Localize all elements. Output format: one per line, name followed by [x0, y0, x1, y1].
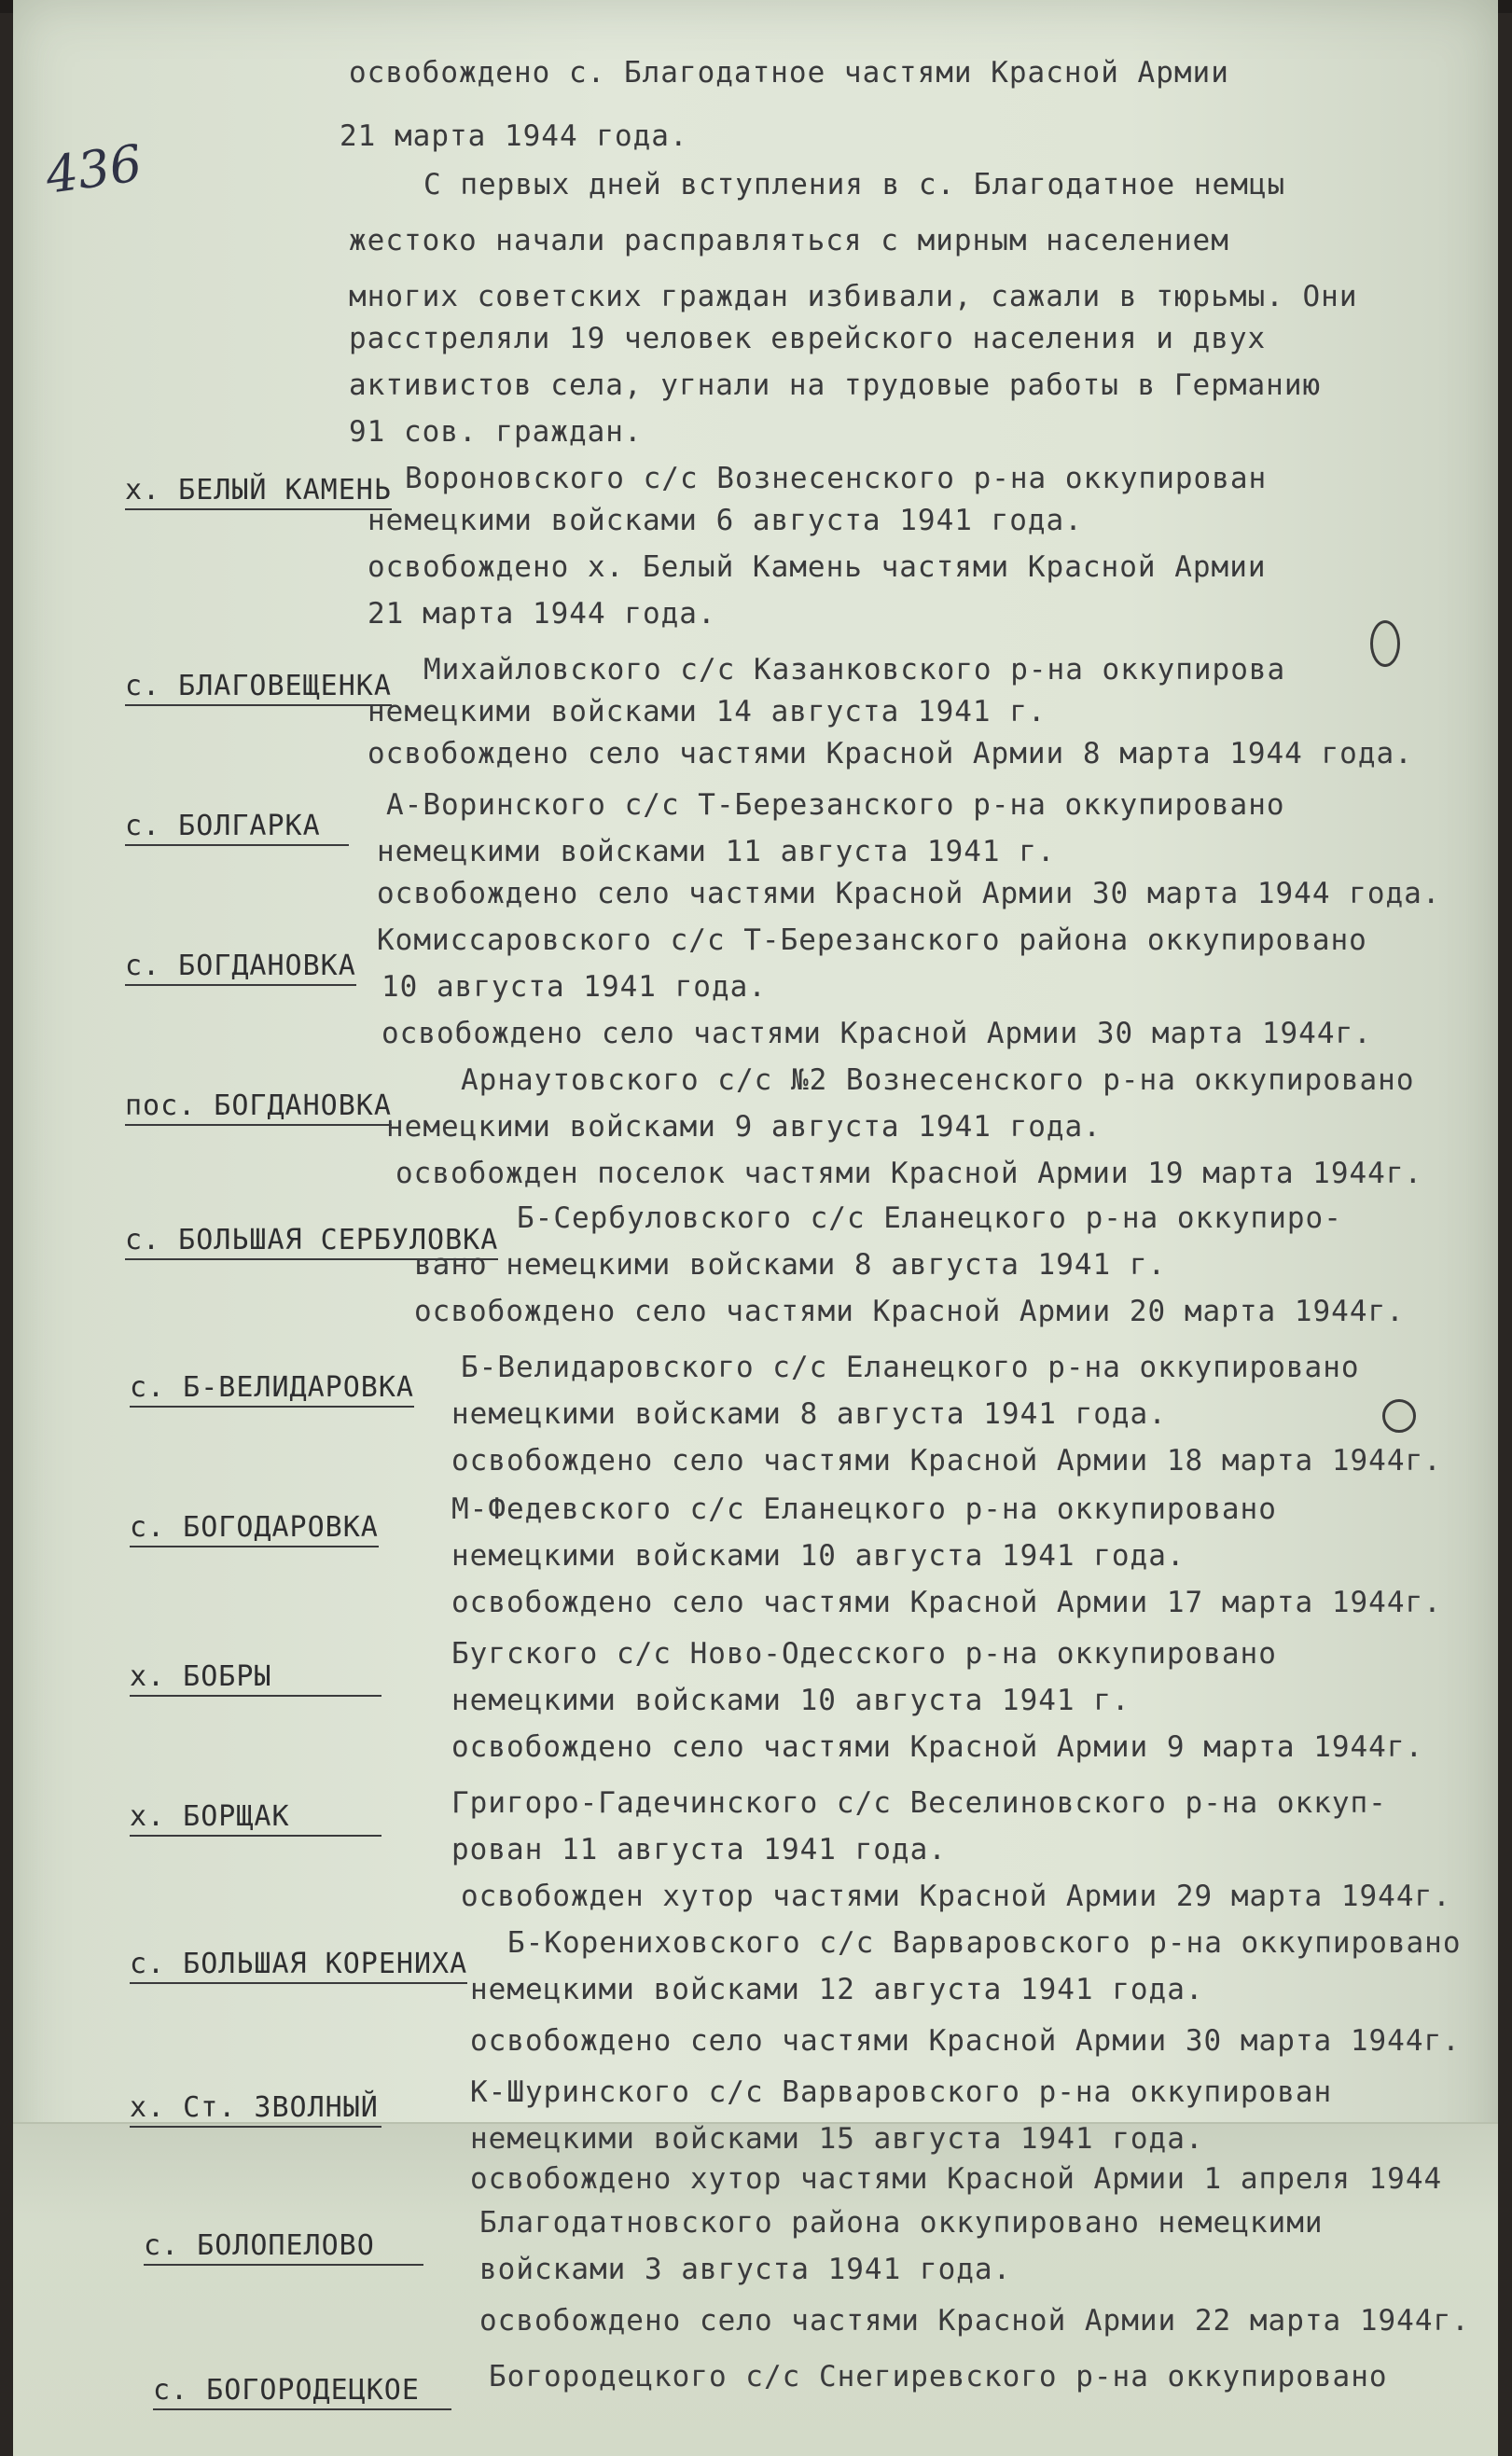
entry-line: освобождено село частями Красной Армии 22 марта 1944г. [479, 2304, 1470, 2338]
intro-line: активистов села, угнали на трудовые работы в Германию [349, 368, 1322, 402]
entry-line: немецкими войсками 12 августа 1941 года. [470, 1973, 1204, 2006]
entry-line: немецкими войсками 10 августа 1941 г. [451, 1684, 1131, 1717]
place-name: пос. БОГДАНОВКА [125, 1089, 392, 1126]
place-name: с. БОГОРОДЕЦКОЕ [153, 2374, 451, 2410]
entry-line: освобождено село частями Красной Армии 30 марта 1944г. [470, 2024, 1461, 2058]
entry-line: Б-Сербуловского с/с Еланецкого р-на оккупиро- [517, 1201, 1342, 1235]
entry-line: освобождено село частями Красной Армии 30 марта 1944 года. [377, 877, 1441, 910]
intro-line: жестоко начали расправляться с мирным населением [349, 224, 1229, 257]
intro-line: С первых дней вступления в с. Благодатное немцы [423, 168, 1286, 201]
ink-blot [1382, 1399, 1416, 1433]
intro-line: 21 марта 1944 года. [340, 119, 688, 153]
place-name: с. БЛАГОВЕЩЕНКА [125, 670, 392, 706]
intro-line: освобождено с. Благодатное частями Красной Армии [349, 56, 1229, 90]
place-name: х. БОБРЫ [130, 1660, 381, 1697]
entry-line: Б-Велидаровского с/с Еланецкого р-на оккупировано [461, 1351, 1360, 1384]
entry-line: освобождено село частями Красной Армии 30 марта 1944г. [381, 1017, 1372, 1050]
entry-line: Вороновского с/с Вознесенского р-на оккупирован [405, 462, 1268, 495]
entry-line: освобождено село частями Красной Армии 18 марта 1944г. [451, 1444, 1442, 1478]
entry-line: вано немецкими войсками 8 августа 1941 г. [414, 1248, 1167, 1282]
ink-blot [1370, 620, 1400, 667]
entry-line: Михайловского с/с Казанковского р-на оккупирова [423, 653, 1286, 687]
entry-line: немецкими войсками 6 августа 1941 года. [368, 504, 1083, 537]
entry-line: освобождено хутор частями Красной Армии 1 апреля 1944 [470, 2162, 1443, 2196]
entry-line: Григоро-Гадечинского с/с Веселиновского р-на оккуп- [451, 1786, 1387, 1820]
place-name: с. Б-ВЕЛИДАРОВКА [130, 1371, 414, 1408]
entry-line: 10 августа 1941 года. [381, 970, 767, 1004]
place-name: с. БОЛОПЕЛОВО [144, 2229, 423, 2266]
entry-line: 21 марта 1944 года. [368, 597, 716, 631]
entry-line: освобожден хутор частями Красной Армии 29 марта 1944г. [461, 1880, 1451, 1913]
entry-line: Б-Корениховского с/с Варваровского р-на оккупировано [507, 1926, 1462, 1960]
entry-line: освобождено село частями Красной Армии 17 марта 1944г. [451, 1586, 1442, 1619]
archive-page-number: 436 [42, 133, 146, 205]
document-page [13, 0, 1498, 2456]
entry-line: Благодатновского района оккупировано немецкими [479, 2206, 1324, 2240]
entry-line: немецкими войсками 10 августа 1941 года. [451, 1539, 1186, 1573]
entry-line: Арнаутовского с/с №2 Вознесенского р-на оккупировано [461, 1063, 1415, 1097]
entry-line: освобождено село частями Красной Армии 8 марта 1944 года. [368, 737, 1413, 770]
place-name: х. БЕЛЫЙ КАМЕНЬ [125, 474, 392, 510]
entry-line: освобождено село частями Красной Армии 20 марта 1944г. [414, 1295, 1405, 1328]
place-name: с. БОЛЬШАЯ КОРЕНИХА [130, 1948, 467, 1984]
place-name: с. БОЛЬШАЯ СЕРБУЛОВКА [125, 1224, 498, 1260]
entry-line: К-Шуринского с/с Варваровского р-на оккупирован [470, 2075, 1333, 2109]
entry-line: Бугского с/с Ново-Одесского р-на оккупировано [451, 1637, 1277, 1671]
entry-line: Комиссаровского с/с Т-Березанского района оккупировано [377, 923, 1367, 957]
place-name: с. БОГДАНОВКА [125, 950, 356, 986]
entry-line: М-Федевского с/с Еланецкого р-на оккупировано [451, 1492, 1277, 1526]
entry-line: немецкими войсками 15 августа 1941 года. [470, 2122, 1204, 2156]
place-name: х. БОРЩАК [130, 1800, 381, 1837]
entry-line: А-Воринского с/с Т-Березанского р-на оккупировано [386, 788, 1285, 822]
entry-line: немецкими войсками 8 августа 1941 года. [451, 1397, 1167, 1431]
entry-line: Богородецкого с/с Снегиревского р-на оккупировано [489, 2360, 1388, 2394]
intro-line: 91 сов. граждан. [349, 415, 643, 449]
place-name: с. БОГОДАРОВКА [130, 1511, 379, 1547]
entry-line: немецкими войсками 11 августа 1941 г. [377, 835, 1056, 868]
place-name: с. БОЛГАРКА [125, 810, 349, 846]
entry-line: войсками 3 августа 1941 года. [479, 2253, 1012, 2286]
intro-line: расстреляли 19 человек еврейского населения и двух [349, 322, 1267, 355]
entry-line: немецкими войсками 14 августа 1941 г. [368, 695, 1047, 728]
entry-line: освобождено х. Белый Камень частями Красной Армии [368, 550, 1267, 584]
entry-line: освобождено село частями Красной Армии 9 марта 1944г. [451, 1730, 1424, 1764]
entry-line: рован 11 августа 1941 года. [451, 1833, 947, 1866]
entry-line: освобожден поселок частями Красной Армии 19 марта 1944г. [395, 1157, 1423, 1190]
entry-line: немецкими войсками 9 августа 1941 года. [386, 1110, 1102, 1144]
place-name: х. Ст. ЗВОЛНЫЙ [130, 2091, 381, 2128]
intro-line: многих советских граждан избивали, сажали в тюрьмы. Они [349, 280, 1358, 313]
